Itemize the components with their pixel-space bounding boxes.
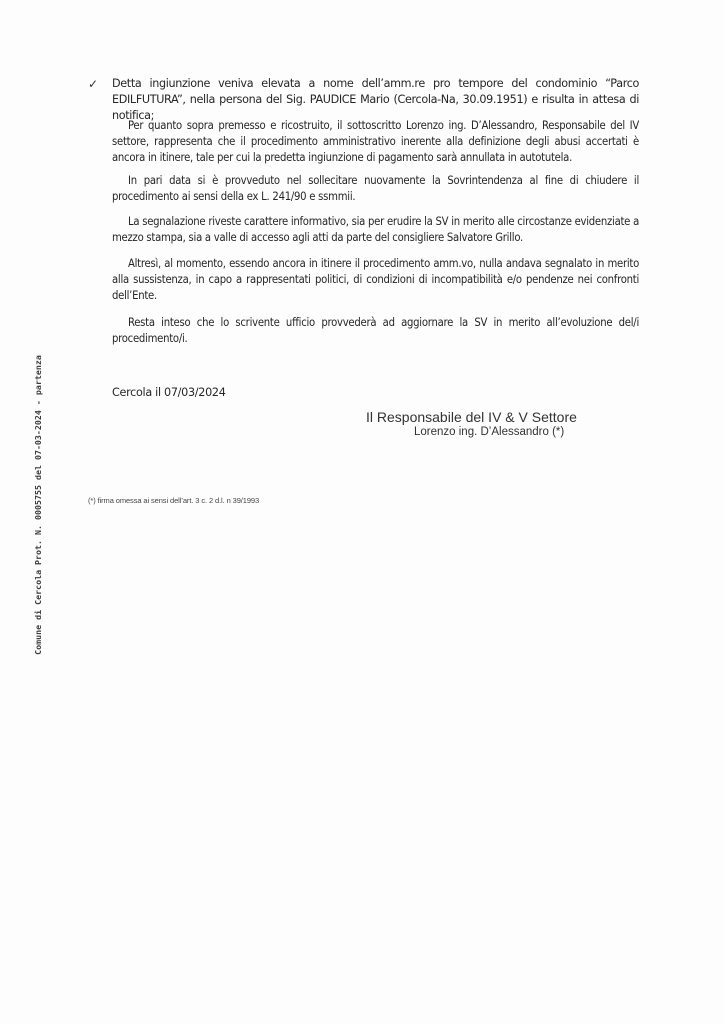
- signature-title: Il Responsabile del IV & V Settore: [366, 409, 577, 425]
- paragraph-text: In pari data si è provveduto nel sollecitare nuovamente la Sovrintendenza al fine di chiudere il procedimento ai sensi della ex L. 241/90 e ssmmii.: [112, 174, 639, 203]
- paragraph-informative: [112, 214, 639, 246]
- check-mark-icon: ✓: [88, 77, 99, 91]
- paragraph-sovrintendenza: [112, 173, 639, 205]
- bullet-paragraph: Detta ingiunzione veniva elevata a nome dell’amm.re pro tempore del condominio “Parco EDILFUTURA”, nella persona del Sig. PAUDICE Mario (Cercola-Na, 30.09.1951) e risulta in attesa di notifica;: [112, 77, 639, 122]
- signature-name: Lorenzo ing. D’Alessandro (*): [414, 426, 565, 438]
- paragraph-incompatibility: [112, 256, 639, 304]
- paragraph-procedure-status: [112, 118, 639, 166]
- paragraph-text: La segnalazione riveste carattere informativo, sia per erudire la SV in merito alle circostanze evidenziate a mezzo stampa, sia a valle di accesso agli atti da parte del consigliere Salvatore Grillo.: [112, 215, 639, 244]
- protocol-stamp: Comune di Cercola Prot. N. 0005755 del 07-03-2024 - partenza: [33, 355, 43, 655]
- paragraph-text: Resta inteso che lo scrivente ufficio provvederà ad aggiornare la SV in merito all’evoluzione del/i procedimento/i.: [112, 316, 639, 345]
- paragraph-text: Per quanto sopra premesso e ricostruito, il sottoscritto Lorenzo ing. D’Alessandro, Responsabile del IV settore, rappresenta che il procedimento amministrativo inerente alla definizione degli abusi accertati è ancora in itinere, tale per cui la predetta ingiunzione di pagamento sarà annullata in autotutela.: [112, 119, 639, 164]
- footnote: (*) firma omessa ai sensi dell’art. 3 c. 2 d.l. n 39/1993: [88, 496, 260, 505]
- place-and-date: Cercola il 07/03/2024: [112, 386, 226, 399]
- paragraph-closing: [112, 315, 639, 347]
- paragraph-text: Altresì, al momento, essendo ancora in itinere il procedimento amm.vo, nulla andava segnalato in merito alla sussistenza, in capo a rappresentati politici, di condizioni di incompatibilità e/o pendenze nei confronti dell’Ente.: [112, 257, 639, 302]
